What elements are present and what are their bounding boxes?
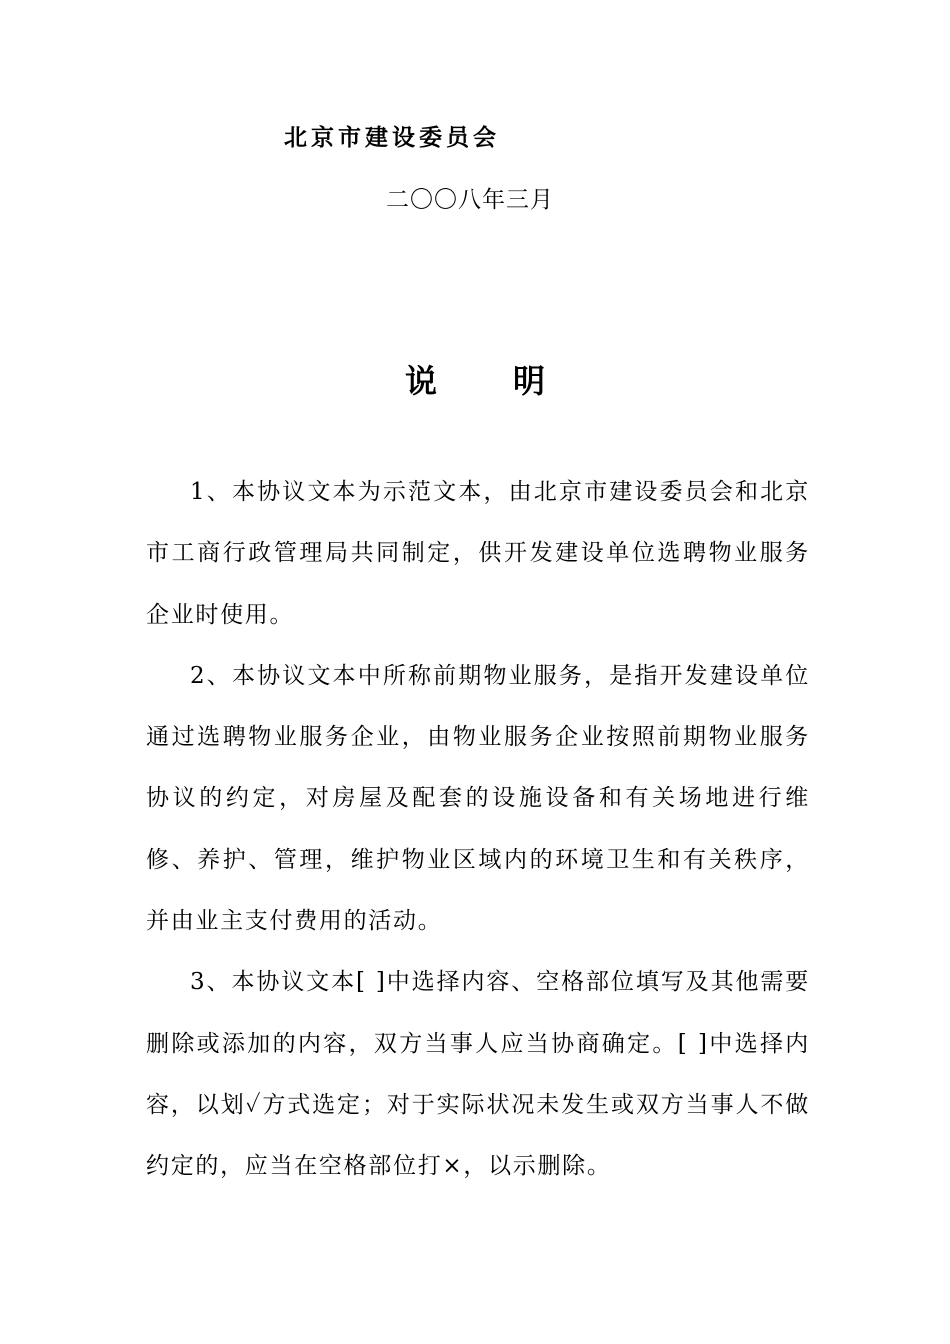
heading-char-2: 明 xyxy=(513,362,546,400)
issue-date: 二〇〇八年三月 xyxy=(386,187,554,213)
issuing-organization: 北京市建设委员会 xyxy=(284,124,500,151)
heading-char-1: 说 xyxy=(404,362,437,400)
paragraph-3: 3、本协议文本[ ]中选择内容、空格部位填写及其他需要删除或添加的内容，双方当事人应当协商确定。[ ]中选择内容，以划✓方式选定；对于实际状况未发生或双方当事人不做约定的，应当在空格部位打×，以示删除。 xyxy=(146,969,810,1180)
paragraph-1: 1、本协议文本为示范文本，由北京市建设委员会和北京市工商行政管理局共同制定，供开发建设单位选聘物业服务企业时使用。 xyxy=(146,479,810,628)
explanation-body xyxy=(146,462,810,1198)
paragraph-2: 2、本协议文本中所称前期物业服务，是指开发建设单位通过选聘物业服务企业，由物业服务企业按照前期物业服务协议的约定，对房屋及配套的设施设备和有关场地进行维修、养护、管理，维护物业区域内的环境卫生和有关秩序，并由业主支付费用的活动。 xyxy=(146,662,810,935)
section-heading xyxy=(0,356,950,406)
